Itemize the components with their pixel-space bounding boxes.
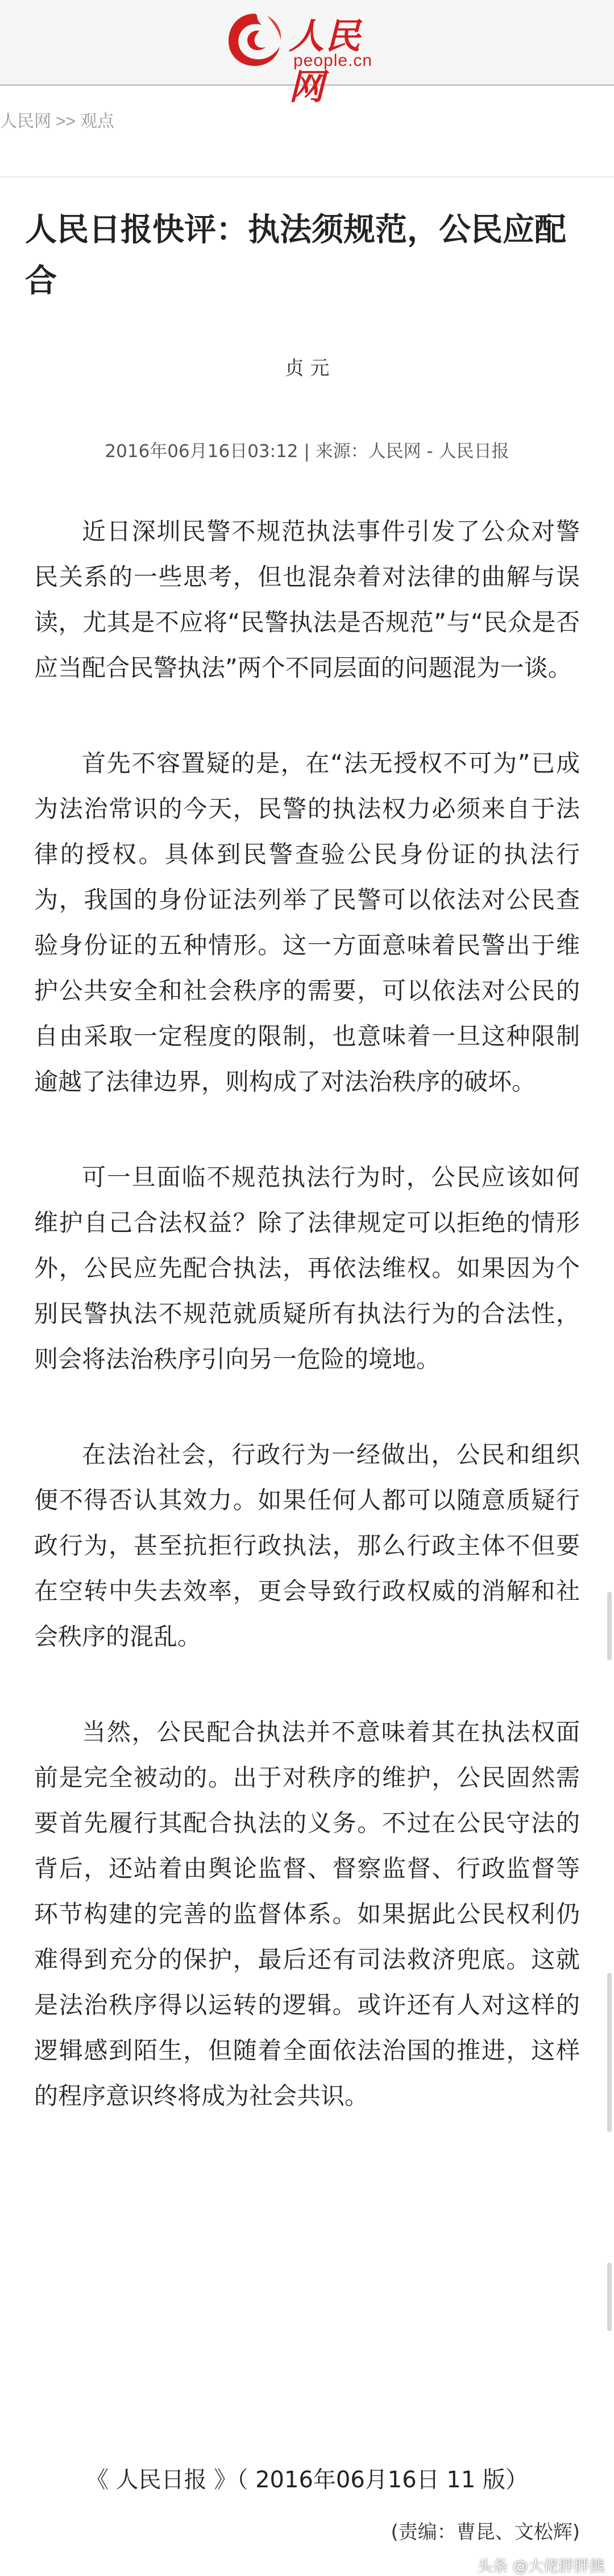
logo-text-cn: 人民网 bbox=[289, 15, 362, 107]
article-paragraph: 首先不容置疑的是，在“法无授权不可为”已成为法治常识的今天，民警的执法权力必须来自于法律的授权。具体到民警查验公民身份证的执法行为，我国的身份证法列举了民警可以依法对公民查验身份证的五种情形。这一方面意味着民警出于维护公共安全和社会秩序的需要，可以依法对公民的自由采取一定程度的限制，也意味着一旦这种限制逾越了法律边界，则构成了对法治秩序的破坏。 bbox=[34, 749, 580, 1096]
article-title: 人民日报快评：执法须规范，公民应配合 bbox=[25, 211, 566, 300]
article-paragraph: 在法治社会，行政行为一经做出，公民和组织便不得否认其效力。如果任何人都可以随意质疑行政行为，甚至抗拒行政执法，那么行政主体不但要在空转中失去效率，更会导致行政权威的消解和社会秩序的混乱。 bbox=[34, 1441, 580, 1650]
breadcrumb-home-link[interactable]: 人民网 bbox=[0, 112, 51, 131]
breadcrumb bbox=[0, 107, 114, 132]
scrollbar-thumb[interactable] bbox=[607, 1973, 612, 2132]
article-paragraph: 当然，公民配合执法并不意味着其在执法权面前是完全被动的。出于对秩序的维护，公民固然需要首先履行其配合执法的义务。不过在公民守法的背后，还站着由舆论监督、督察监督、行政监督等环节构建的完善的监督体系。如果据此公民权利仍难得到充分的保护，最后还有司法救济兜底。这就是法治秩序得以运转的逻辑。或许还有人对这样的逻辑感到陌生，但随着全面依法治国的推进，这样的程序意识终将成为社会共识。 bbox=[34, 1718, 580, 2110]
article-meta: 2016年06月16日03:12 | 来源：人民网 - 人民日报 bbox=[105, 441, 509, 462]
article-editor: (责编：曹昆、文松辉) bbox=[391, 2521, 580, 2544]
people-cn-logo[interactable] bbox=[225, 8, 396, 107]
breadcrumb-separator: >> bbox=[56, 112, 76, 131]
watermark: 头条 @大佬胖胖熊 bbox=[477, 2558, 605, 2575]
scrollbar-thumb[interactable] bbox=[607, 1592, 612, 1660]
article-source: 《 人民日报 》（ 2016年06月16日 11 版） bbox=[85, 2467, 529, 2493]
article-body bbox=[34, 509, 580, 2169]
site-header bbox=[0, 0, 614, 107]
breadcrumb-section-link[interactable]: 观点 bbox=[80, 112, 115, 131]
divider bbox=[0, 176, 614, 178]
scrollbar-thumb[interactable] bbox=[607, 2263, 612, 2331]
logo-text-en: people.cn bbox=[293, 51, 373, 70]
article-paragraph: 近日深圳民警不规范执法事件引发了公众对警民关系的一些思考，但也混杂着对法律的曲解与误读，尤其是不应将“民警执法是否规范”与“民众是否应当配合民警执法”两个不同层面的问题混为一谈。 bbox=[34, 517, 580, 682]
logo-swirl-icon bbox=[225, 10, 284, 69]
article-author: 贞 元 bbox=[284, 357, 330, 380]
article-paragraph: 可一旦面临不规范执法行为时，公民应该如何维护自己合法权益？除了法律规定可以拒绝的情形外，公民应先配合执法，再依法维权。如果因为个别民警执法不规范就质疑所有执法行为的合法性，则会将法治秩序引向另一危险的境地。 bbox=[34, 1163, 580, 1373]
